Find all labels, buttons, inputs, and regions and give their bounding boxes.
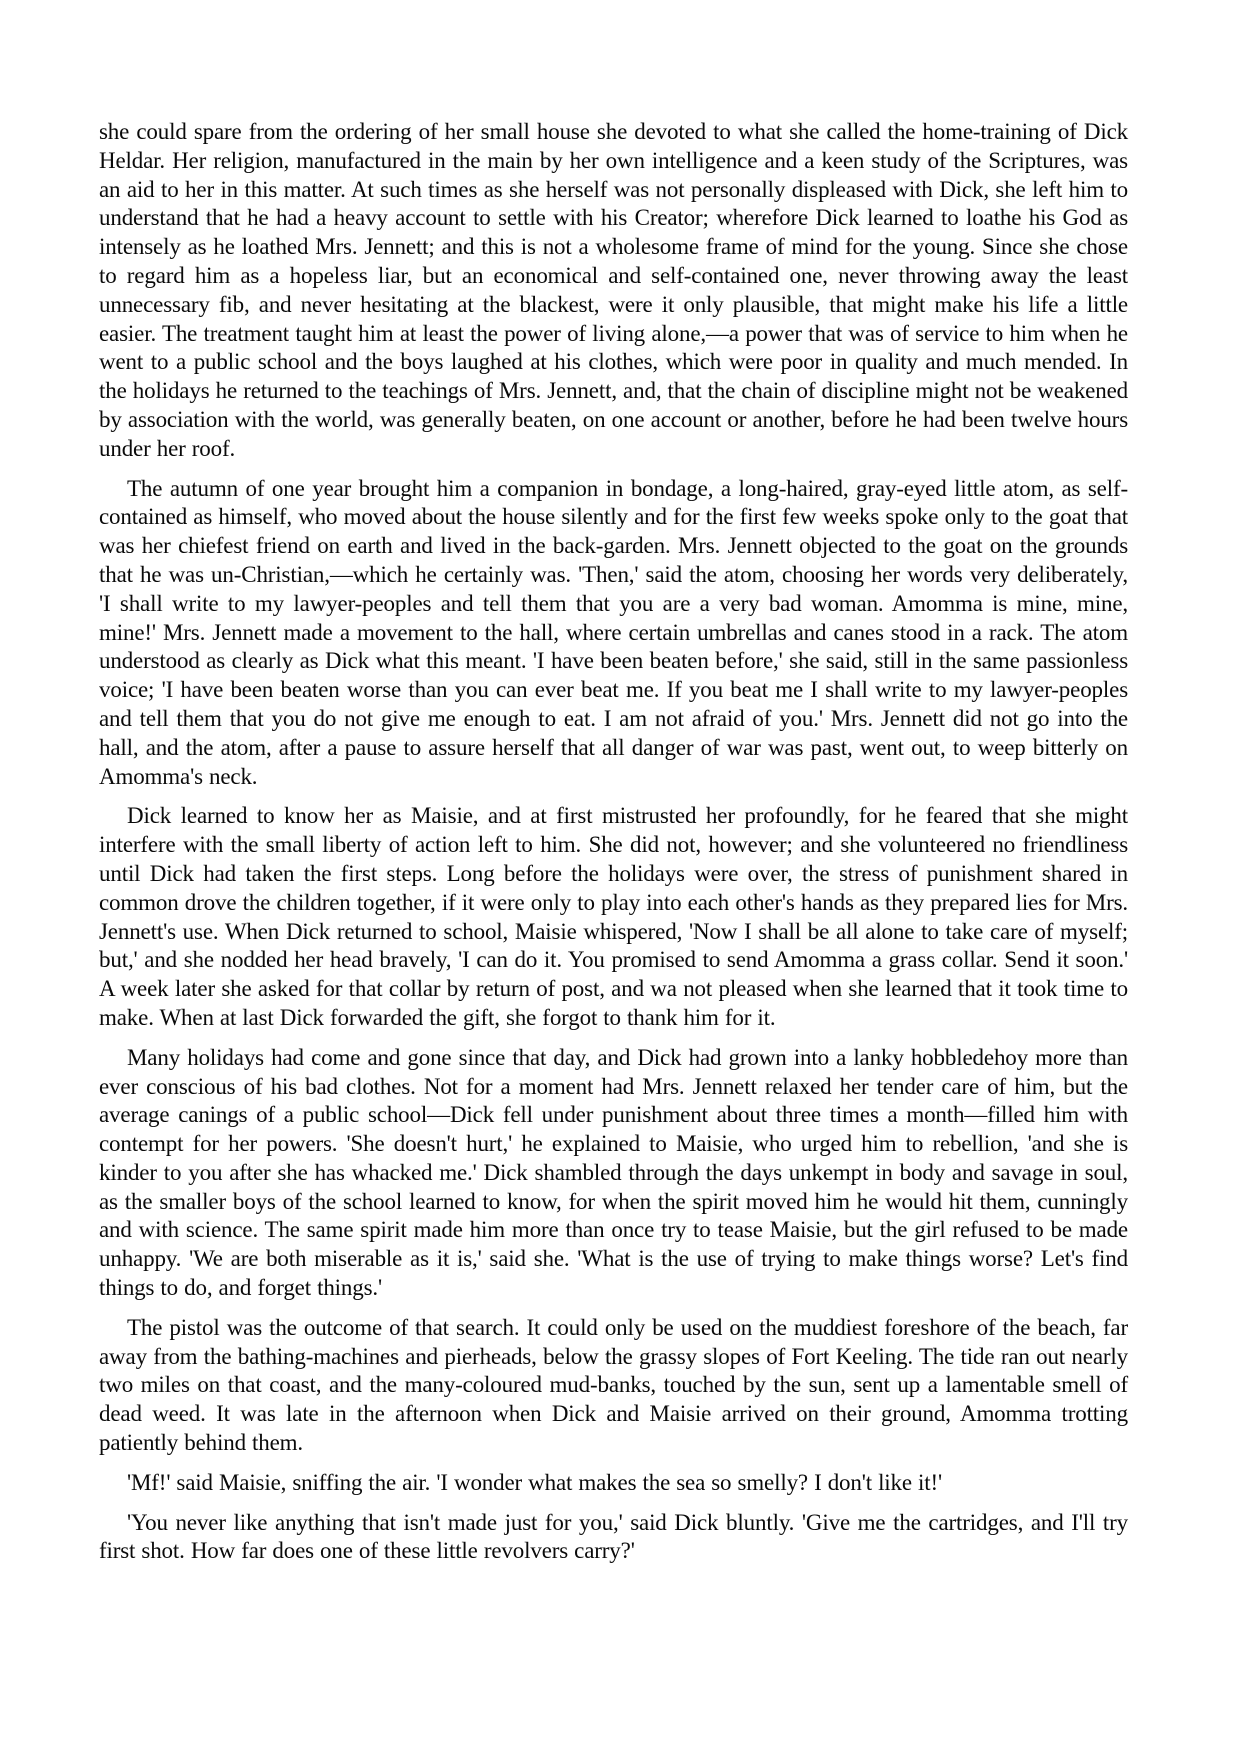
paragraph-2: The autumn of one year brought him a companion in bondage, a long-haired, gray-eyed little atom, as self-contained as himself, who moved about the house silently and for the first few weeks spoke only to the goat that was her chiefest friend on earth and lived in the back-garden. Mrs. Jennett objected to the goat on the grounds that he was un-Christian,—which he certainly was. 'Then,' said the atom, choosing her words very deliberately, 'I shall write to my lawyer-peoples and tell them that you are a very bad woman. Amomma is mine, mine, mine!' Mrs. Jennett made a movement to the hall, where certain umbrellas and canes stood in a rack. The atom understood as clearly as Dick what this meant. 'I have been beaten before,' she said, still in the same passionless voice; 'I have been beaten worse than you can ever beat me. If you beat me I shall write to my lawyer-peoples and tell them that you do not give me enough to eat. I am not afraid of you.' Mrs. Jennett did not go into the hall, and the atom, after a pause to assure herself that all danger of war was past, went out, to weep bitterly on Amomma's neck.	[99, 475, 1128, 789]
paragraph-5: The pistol was the outcome of that search. It could only be used on the muddiest foreshore of the beach, far away from the bathing-machines and pierheads, below the grassy slopes of Fort Keeling. The tide ran out nearly two miles on that coast, and the many-coloured mud-banks, touched by the sun, sent up a lamentable smell of dead weed. It was late in the afternoon when Dick and Maisie arrived on their ground, Amomma trotting patiently behind them.	[99, 1314, 1128, 1456]
paragraph-7: 'You never like anything that isn't made just for you,' said Dick bluntly. 'Give me the cartridges, and I'll try first shot. How far does one of these little revolvers carry?'	[99, 1509, 1128, 1564]
paragraph-4: Many holidays had come and gone since that day, and Dick had grown into a lanky hobbledehoy more than ever conscious of his bad clothes. Not for a moment had Mrs. Jennett relaxed her tender care of him, but the average canings of a public school—Dick fell under punishment about three times a month—filled him with contempt for her powers. 'She doesn't hurt,' he explained to Maisie, who urged him to rebellion, 'and she is kinder to you after she has whacked me.' Dick shambled through the days unkempt in body and savage in soul, as the smaller boys of the school learned to know, for when the spirit moved him he would hit them, cunningly and with science. The same spirit made him more than once try to tease Maisie, but the girl refused to be made unhappy. 'We are both miserable as it is,' said she. 'What is the use of trying to make things worse? Let's find things to do, and forget things.'	[99, 1044, 1128, 1301]
paragraph-3: Dick learned to know her as Maisie, and at first mistrusted her profoundly, for he feared that she might interfere with the small liberty of action left to him. She did not, however; and she volunteered no friendliness until Dick had taken the first steps. Long before the holidays were over, the stress of punishment shared in common drove the children together, if it were only to play into each other's hands as they prepared lies for Mrs. Jennett's use. When Dick returned to school, Maisie whispered, 'Now I shall be all alone to take care of myself; but,' and she nodded her head bravely, 'I can do it. You promised to send Amomma a grass collar. Send it soon.' A week later she asked for that collar by return of post, and wa not pleased when she learned that it took time to make. When at last Dick forwarded the gift, she forgot to thank him for it.	[99, 803, 1128, 1030]
paragraph-1: she could spare from the ordering of her small house she devoted to what she called the home-training of Dick Heldar. Her religion, manufactured in the main by her own intelligence and a keen study of the Scriptures, was an aid to her in this matter. At such times as she herself was not personally displeased with Dick, she left him to understand that he had a heavy account to settle with his Creator; wherefore Dick learned to loathe his God as intensely as he loathed Mrs. Jennett; and this is not a wholesome frame of mind for the young. Since she chose to regard him as a hopeless liar, but an economical and self-contained one, never throwing away the least unnecessary fib, and never hesitating at the blackest, were it only plausible, that might make his life a little easier. The treatment taught him at least the power of living alone,—a power that was of service to him when he went to a public school and the boys laughed at his clothes, which were poor in quality and much mended. In the holidays he returned to the teachings of Mrs. Jennett, and, that the chain of discipline might not be weakened by association with the world, was generally beaten, on one account or another, before he had been twelve hours under her roof.	[99, 119, 1128, 461]
paragraph-6: 'Mf!' said Maisie, sniffing the air. 'I wonder what makes the sea so smelly? I don't like it!'	[127, 1469, 943, 1495]
